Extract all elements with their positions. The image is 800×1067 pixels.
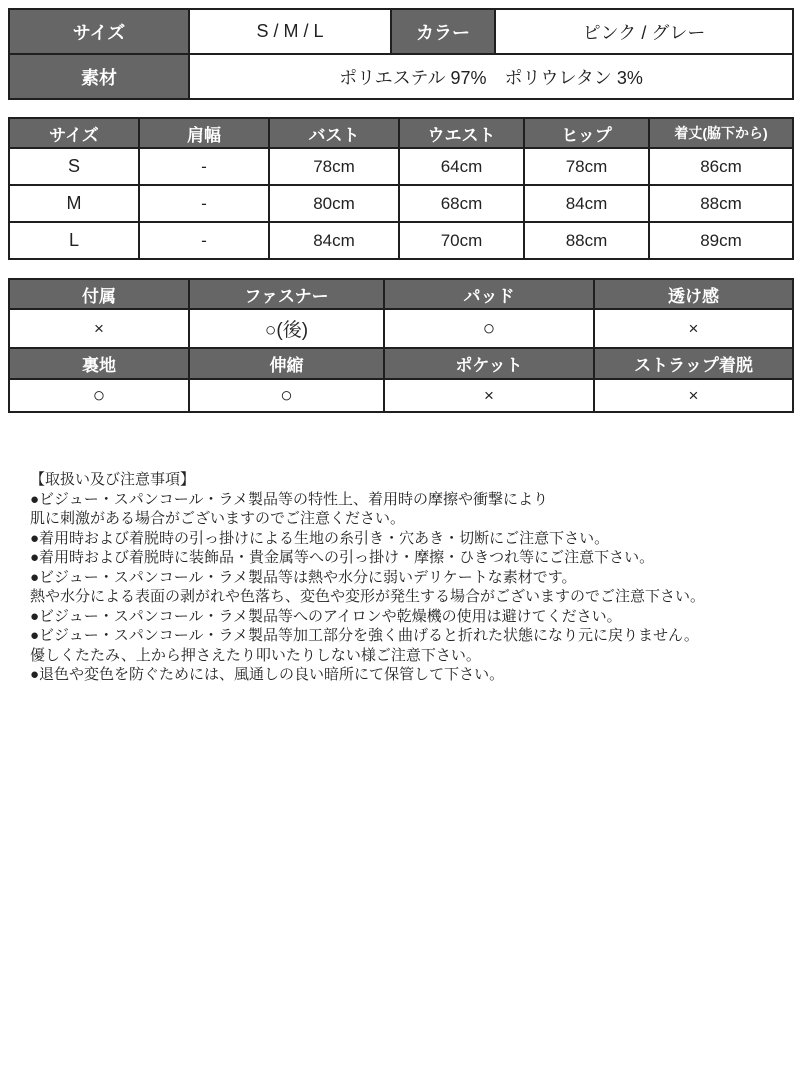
header-accessories: 付属 — [9, 279, 189, 309]
value-pocket: × — [384, 379, 594, 412]
cell-shoulder: - — [139, 185, 269, 222]
header-pocket: ポケット — [384, 348, 594, 379]
header-sheerness: 透け感 — [594, 279, 793, 309]
cell-size: S — [9, 148, 139, 185]
material-value-cell: ポリエステル 97% ポリウレタン 3% — [189, 54, 793, 99]
value-pad: ○ — [384, 309, 594, 348]
cell-size: M — [9, 185, 139, 222]
header-stretch: 伸縮 — [189, 348, 384, 379]
value-stretch: ○ — [189, 379, 384, 412]
notes-line: ●ビジュー・スパンコール・ラメ製品等は熱や水分に弱いデリケートな素材です。 — [30, 568, 577, 586]
material-row — [9, 54, 793, 99]
cell-hip: 88cm — [524, 222, 649, 259]
notes-line: ●着用時および着脱時に装飾品・貴金属等への引っ掛け・摩擦・ひきつれ等にご注意下さい。 — [30, 549, 655, 566]
header-fastener: ファスナー — [189, 279, 384, 309]
size-row-l — [9, 222, 793, 259]
header-shoulder-width: 肩幅 — [139, 118, 269, 148]
cell-waist: 68cm — [399, 185, 524, 222]
value-lining: ○ — [9, 379, 189, 412]
notes-line: 熱や水分による表面の剥がれや色落ち、変色や変形が発生する場合がございますのでご注意下さい。 — [30, 588, 706, 605]
cell-shoulder: - — [139, 148, 269, 185]
cell-shoulder: - — [139, 222, 269, 259]
cell-length: 88cm — [649, 185, 793, 222]
header-waist: ウエスト — [399, 118, 524, 148]
size-label-cell: サイズ — [9, 9, 189, 54]
size-row-m — [9, 185, 793, 222]
cell-bust: 84cm — [269, 222, 399, 259]
size-row-s — [9, 148, 793, 185]
features-header-row-1 — [9, 279, 793, 309]
features-table — [8, 278, 794, 413]
value-strap: × — [594, 379, 793, 412]
value-accessories: × — [9, 309, 189, 348]
features-value-row-2 — [9, 379, 793, 412]
cell-bust: 78cm — [269, 148, 399, 185]
handling-notes — [30, 470, 800, 685]
material-label-cell: 素材 — [9, 54, 189, 99]
color-label-cell: カラー — [391, 9, 495, 54]
header-bust: バスト — [269, 118, 399, 148]
features-value-row-1 — [9, 309, 793, 348]
features-header-row-2 — [9, 348, 793, 379]
measurements-table — [8, 117, 794, 260]
notes-line: 優しくたたみ、上から押さえたり叩いたりしない様ご注意下さい。 — [30, 646, 481, 664]
measurements-header-row — [9, 118, 793, 148]
cell-waist: 64cm — [399, 148, 524, 185]
header-lining: 裏地 — [9, 348, 189, 379]
size-value-cell: S / M / L — [189, 9, 391, 54]
cell-waist: 70cm — [399, 222, 524, 259]
notes-line: ●ビジュー・スパンコール・ラメ製品等加工部分を強く曲げると折れた状態になり元に戻りません。 — [30, 627, 699, 644]
notes-line: 肌に刺激がある場合がございますのでご注意ください。 — [30, 510, 406, 527]
cell-length: 89cm — [649, 222, 793, 259]
color-value-cell: ピンク / グレー — [495, 9, 793, 54]
header-size: サイズ — [9, 118, 139, 148]
cell-size: L — [9, 222, 139, 259]
notes-line: ●ビジュー・スパンコール・ラメ製品等の特性上、着用時の摩擦や衝撃により — [30, 490, 549, 508]
notes-line: ●退色や変色を防ぐためには、風通しの良い暗所にて保管して下さい。 — [30, 666, 505, 683]
header-length: 着丈(脇下から) — [649, 118, 793, 148]
cell-hip: 78cm — [524, 148, 649, 185]
notes-title: 【取扱い及び注意事項】 — [30, 471, 196, 488]
header-hip: ヒップ — [524, 118, 649, 148]
notes-line: ●ビジュー・スパンコール・ラメ製品等へのアイロンや乾燥機の使用は避けてください。 — [30, 607, 622, 625]
value-fastener: ○(後) — [189, 309, 384, 348]
cell-length: 86cm — [649, 148, 793, 185]
value-sheerness: × — [594, 309, 793, 348]
cell-hip: 84cm — [524, 185, 649, 222]
notes-line: ●着用時および着脱時の引っ掛けによる生地の糸引き・穴あき・切断にご注意下さい。 — [30, 529, 610, 547]
header-strap: ストラップ着脱 — [594, 348, 793, 379]
size-color-material-table — [8, 8, 794, 100]
cell-bust: 80cm — [269, 185, 399, 222]
header-pad: パッド — [384, 279, 594, 309]
size-color-row — [9, 9, 793, 54]
